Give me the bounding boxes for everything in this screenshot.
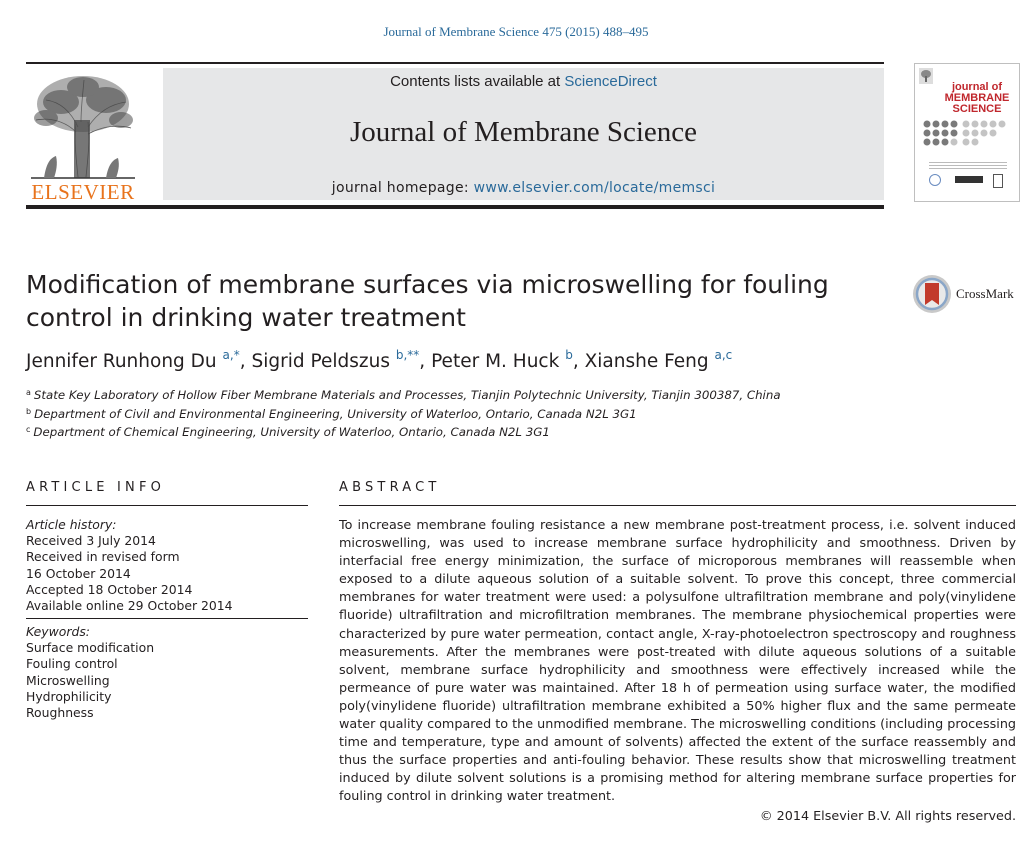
cover-title: journal of MEMBRANE SCIENCE <box>944 81 1010 115</box>
author-4[interactable]: Xianshe Feng $^{a,c}$ <box>584 348 733 372</box>
elsevier-wordmark[interactable]: ELSEVIER <box>31 180 135 204</box>
journal-masthead <box>163 68 884 200</box>
crossmark-icon[interactable] <box>912 274 952 314</box>
homepage-prefix: journal homepage: <box>331 180 474 196</box>
keyword-item: Roughness <box>26 705 94 721</box>
abstract-rule <box>339 505 1016 506</box>
journal-citation[interactable]: Journal of Membrane Science 475 (2015) 488–495 <box>383 24 649 39</box>
author-3-affil[interactable]: b <box>565 348 573 362</box>
history-divider <box>26 618 308 619</box>
abstract-body: To increase membrane fouling resistance a new membrane post-treatment process, i.e. solvent induced microswelling, was used to increase membrane surface hydrophilicity and smoothness. Driven by interfacial free energy minimization, the surface of microporous membranes will reassemble when exposed to a dilute aqueous solution of a suitable solvent. To prove this concept, three commercial membranes for water treatment were used: a polysulfone ultrafiltration membrane and poly(vinylidene fluoride) ultrafiltration and microfiltration membranes. The membrane physiochemical properties were characterized by pure water permeation, contact angle, X-ray-photoelectron spectroscopy and roughness measurements. After the membranes were post-treated with dilute aqueous solutions of a suitable solvent, membrane surface hydrophilicity and smoothness were effectively increased while the permeance of pure water was maintained. After 18 h of permeation using surface water, the modified poly(vinylidene fluoride) ultrafiltration membrane exhibited a 50% higher flux and the same permeate water quality compared to the unmodified membrane. The microswelling conditions (including processing time and temperature, type and amount of solvents) affected the extent of the surface reassembly and thus the surface properties and anti-fouling behavior. These results show that microswelling treatment induced by dilute solvent solutions is a promising method for altering membrane surface properties for fouling control in drinking water treatment. <box>339 518 1016 805</box>
contents-prefix: Contents lists available at <box>390 73 565 90</box>
author-2-affil[interactable]: b,** <box>395 348 420 362</box>
keyword-item: Hydrophilicity <box>26 688 112 704</box>
abstract-heading: ABSTRACT <box>339 480 441 495</box>
article-title: Modification of membrane surfaces via microswelling for fouling control in drinking water treatment <box>26 270 829 332</box>
history-item: Available online 29 October 2014 <box>26 598 233 614</box>
affiliation-c: $^c$ Department of Chemical Engineering, University of Waterloo, Ontario, Canada N2L 3G1 <box>26 425 550 439</box>
homepage-link[interactable]: www.elsevier.com/locate/memsci <box>473 180 716 196</box>
article-history <box>26 517 306 614</box>
contents-line <box>163 73 884 90</box>
history-item: Received 3 July 2014 <box>26 533 156 549</box>
keyword-item: Microswelling <box>26 672 110 688</box>
history-item: Received in revised form <box>26 549 180 565</box>
header-top-rule <box>26 62 884 64</box>
journal-cover-thumbnail[interactable] <box>914 63 1020 202</box>
article-history-label: Article history: <box>26 517 117 532</box>
cover-dot-graphic <box>921 118 1013 156</box>
author-4-affil[interactable]: a,c <box>714 348 733 362</box>
author-1-affil[interactable]: a,* <box>222 348 240 362</box>
affiliation-b: $^b$ Department of Civil and Environmental Engineering, University of Waterloo, Ontario, Canada N2L 3G1 <box>26 406 637 421</box>
cover-fine-print <box>929 160 1007 170</box>
homepage-line <box>163 180 884 196</box>
author-3[interactable]: Peter M. Huck $^b$ <box>431 348 573 372</box>
article-info-heading: ARTICLE INFO <box>26 480 166 495</box>
keywords-label: Keywords: <box>26 624 90 639</box>
keyword-item: Fouling control <box>26 656 118 672</box>
journal-name: Journal of Membrane Science <box>349 116 698 148</box>
history-item: Accepted 18 October 2014 <box>26 581 193 597</box>
cover-elsevier-icon <box>919 68 933 84</box>
author-list: Jennifer Runhong Du $^{a,*}$, Sigrid Peldszus $^{b,**}$, Peter M. Huck $^b$, Xianshe Feng $^{a,c}$ <box>26 348 733 372</box>
affiliation-list <box>26 385 1016 441</box>
sciencedirect-link[interactable]: ScienceDirect <box>564 73 657 90</box>
keyword-item: Surface modification <box>26 640 155 656</box>
crossmark-label[interactable]: CrossMark <box>956 286 1014 301</box>
author-1[interactable]: Jennifer Runhong Du $^{a,*}$ <box>26 348 240 372</box>
affiliation-a: $^a$ State Key Laboratory of Hollow Fiber Membrane Materials and Processes, Tianjin Polytechnic University, Tianjin 300387, China <box>26 388 781 402</box>
cover-society-logos <box>929 174 1009 186</box>
copyright-notice: © 2014 Elsevier B.V. All rights reserved. <box>759 809 1016 824</box>
article-info-rule <box>26 505 308 506</box>
header-bottom-rule <box>26 205 884 209</box>
history-item: 16 October 2014 <box>26 565 131 581</box>
author-2[interactable]: Sigrid Peldszus $^{b,**}$ <box>251 348 420 372</box>
keywords <box>26 624 306 721</box>
